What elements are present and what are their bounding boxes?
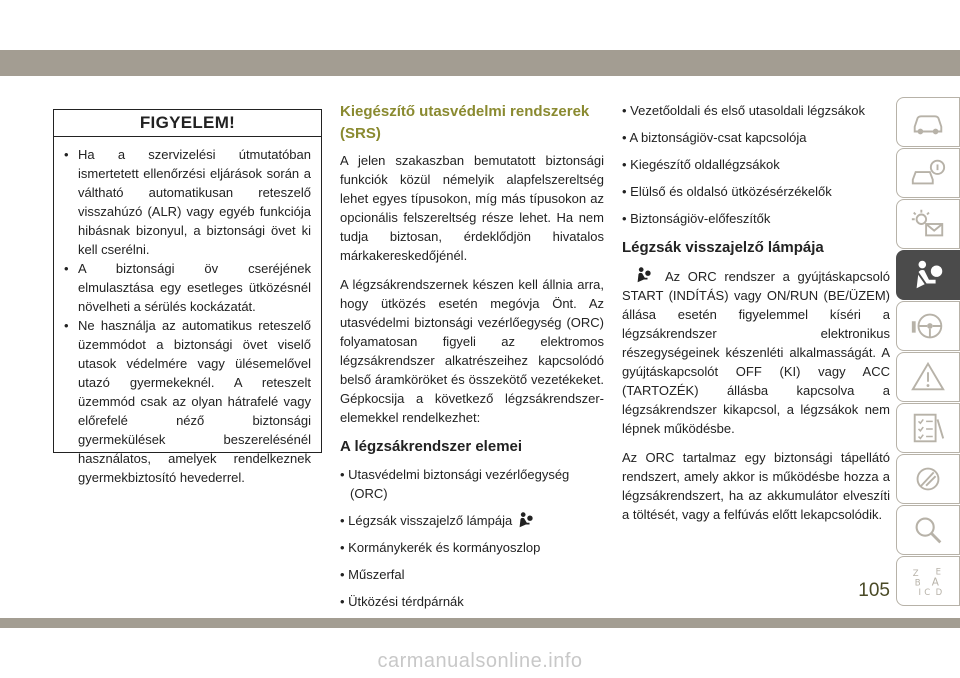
page-number: 105 (858, 580, 890, 601)
list-item: • A biztonságiöv-csat kapcsolója (622, 130, 807, 145)
steering-wheel-icon (909, 309, 947, 343)
svg-text:D: D (935, 588, 943, 598)
emergency-icon (909, 360, 947, 394)
tab-airbag-seatbelt[interactable] (896, 250, 960, 300)
warning-lights-icon (909, 207, 947, 241)
list-item: • Ütközési térdpárnák (340, 594, 464, 609)
warning-item: • A biztonsági öv cseréjének elmulasztása egy esetleges ütközésnél növelheti a sérülés kockázatát. (64, 259, 311, 316)
header-band (0, 50, 960, 76)
chapter-tabs (896, 97, 960, 607)
top-margin (0, 0, 960, 50)
section-heading-srs: Kiegészítő utasvédelmi rendszerek (SRS) (340, 103, 590, 142)
svg-text:E: E (935, 567, 942, 578)
tab-emergency[interactable] (896, 352, 960, 402)
tab-steering[interactable] (896, 301, 960, 351)
svg-text:A: A (931, 576, 939, 589)
tab-search[interactable] (896, 505, 960, 555)
list-item: • Utasvédelmi biztonsági vezérlőegység (ORC) (340, 467, 570, 501)
right-column (622, 101, 890, 534)
list-item: • Kormánykerék és kormányoszlop (340, 540, 541, 555)
warning-item: • Ne használja az automatikus reteszelő üzemmódot a biztonsági övet viselő utasok védelmére vagy ülésemelővel utazó gyermekeknél. A reteszelt üzemmód csak az olyan hátrafelé vagy előrefelé néző biztonsági gyermekülések beszerelésénél használatos, amelyek rendelkeznek gyermekbiztosító hevederrel. (64, 316, 311, 487)
paragraph: A légzsákrendszernek készen kell állnia arra, hogy ütközés esetén megóvja Önt. Az utasvédelmi biztonsági vezérlőegység (ORC) folyamatosan figyeli az elektromos légzsákrendszer alkatrészeihez kapcsolódó belső áramköröket és összekötő vezetékeket. Gépkocsija a következő légzsákrendszer-elemekkel rendelkezhet: (340, 277, 604, 425)
list-item: • Kiegészítő oldallégzsákok (622, 157, 780, 172)
tab-car-info[interactable] (896, 148, 960, 198)
subheading-airbag-lamp: Légzsák visszajelző lámpája (622, 239, 824, 256)
list-item: • Elülső és oldalsó ütközésérzékelők (622, 184, 832, 199)
car-icon (909, 105, 947, 139)
svg-text:Z: Z (912, 569, 919, 580)
tab-maintenance[interactable] (896, 454, 960, 504)
subheading-components: A légzsákrendszer elemei (340, 438, 523, 455)
warning-box (53, 109, 322, 485)
search-icon (909, 513, 947, 547)
list-item: • Légzsák visszajelző lámpája (340, 511, 604, 530)
alphabet-index-icon (909, 564, 947, 598)
airbag-warning-icon (628, 266, 658, 284)
svg-text:C: C (924, 588, 931, 598)
service-checklist-icon (909, 411, 947, 445)
footer-band (0, 618, 960, 628)
airbag-seatbelt-icon (909, 258, 947, 292)
car-info-icon (909, 156, 947, 190)
warning-title: FIGYELEM! (54, 110, 321, 137)
airbag-warning-icon (516, 511, 534, 529)
maintenance-tools-icon (909, 462, 947, 496)
warning-list (64, 145, 311, 487)
list-item: • Biztonságiöv-előfeszítők (622, 211, 771, 226)
list-item: • Vezetőoldali és első utasoldali légzsákok (622, 103, 866, 118)
tab-index[interactable] (896, 556, 960, 606)
warning-item: • Ha a szervizelési útmutatóban ismertetett ellenőrzési eljárások során a váltható automatikusan reteszelő visszahúzó (ALR) vagy egyéb funkciója hibásnak bizonyul, a biztonsági övet ki kell cserélni. (64, 145, 311, 259)
paragraph: A jelen szakaszban bemutatott biztonsági funkciók közül némelyik alapfelszereltség lehet egyes típusokon, míg más típusokon az opcionális felszereltség része lehet. Ha nem tudja biztosan, érdeklődjön hivatalos márkakereskedőjénél. (340, 153, 604, 263)
list-item: • Műszerfal (340, 567, 405, 582)
tab-warning-lights[interactable] (896, 199, 960, 249)
svg-text:I: I (918, 588, 922, 598)
watermark-text: carmanualsonline.info (377, 650, 583, 672)
svg-text:B: B (914, 578, 921, 589)
tab-car[interactable] (896, 97, 960, 147)
paragraph: Az ORC tartalmaz egy biztonsági tápellátó rendszert, amely akkor is működésbe hozza a légzsákrendszert, ha az akkumulátor elveszíti a töltését, vagy a felfúvás előtt lekapcsolódik. (622, 450, 890, 522)
tab-service[interactable] (896, 403, 960, 453)
middle-column (340, 101, 604, 619)
paragraph: Az ORC rendszer a gyújtáskapcsoló START (INDÍTÁS) vagy ON/RUN (BE/ÜZEM) állása esetén figyelemmel kíséri a légzsákrendszer elektronikus részegységeinek készenléti alkalmasságát. A gyújtáskapcsolót OFF (KI) vagy ACC (TARTOZÉK) állásba kapcsolva a légzsákrendszer kikapcsol, a légzsákok nem lépnek működésbe. (622, 266, 890, 438)
